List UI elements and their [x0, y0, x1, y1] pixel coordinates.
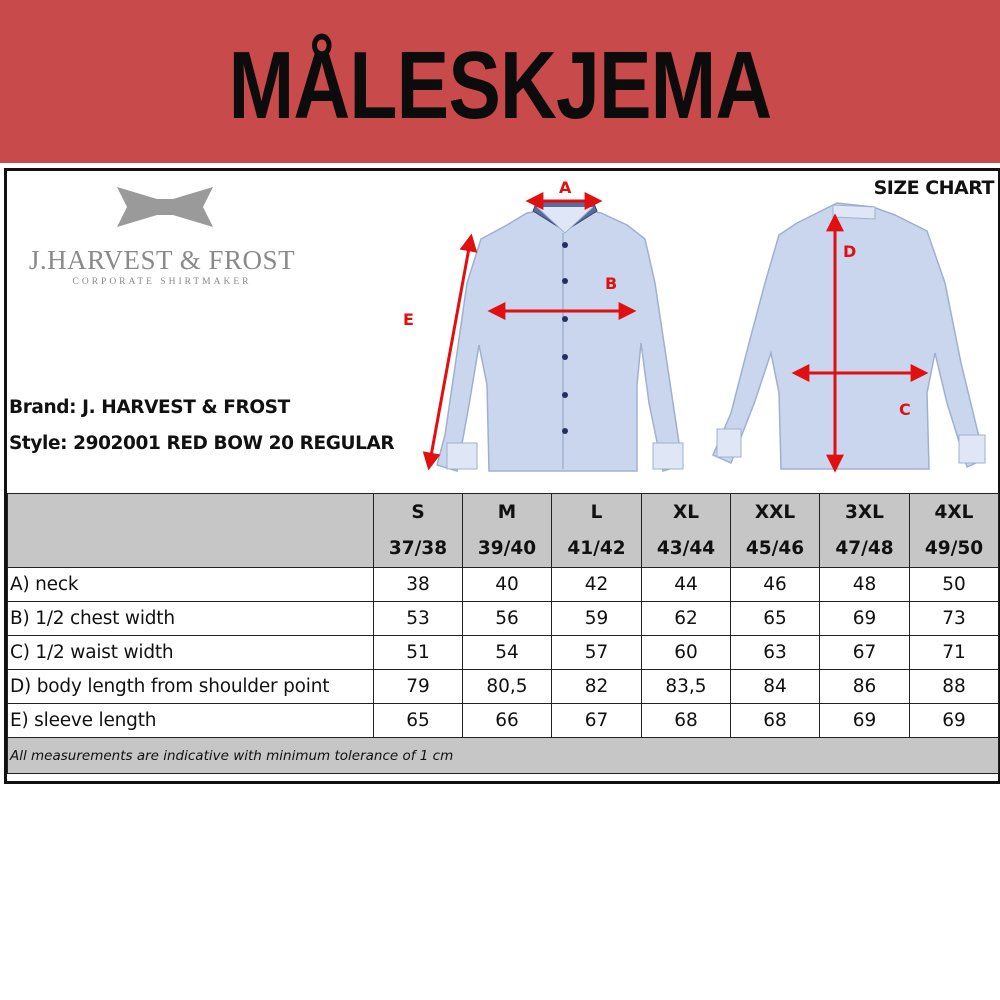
- footnote-row: [8, 738, 999, 774]
- page-title: MÅLESKJEMA: [228, 31, 772, 139]
- size-col-xl: XL 43/44: [642, 494, 731, 568]
- table-cell: 50: [910, 568, 999, 602]
- table-cell: 83,5: [642, 670, 731, 704]
- size-chart-frame: [4, 168, 1000, 784]
- table-row: [8, 636, 999, 670]
- table-cell: 82: [552, 670, 642, 704]
- size-chart-label: SIZE CHART: [873, 177, 994, 199]
- brand-value: J. HARVEST & FROST: [82, 397, 290, 418]
- logo-tagline: CORPORATE SHIRTMAKER: [72, 277, 252, 287]
- table-cell: 60: [642, 636, 731, 670]
- row-label: B) 1/2 chest width: [8, 602, 374, 636]
- table-cell: 69: [910, 704, 999, 738]
- table-cell: 84: [731, 670, 820, 704]
- footnote: All measurements are indicative with minimum tolerance of 1 cm: [8, 738, 999, 774]
- row-label: E) sleeve length: [8, 704, 374, 738]
- table-cell: 86: [820, 670, 910, 704]
- row-label: C) 1/2 waist width: [8, 636, 374, 670]
- style-line: [9, 433, 394, 454]
- logo-name: J.HARVEST & FROST: [28, 245, 296, 275]
- size-header-row: [8, 494, 999, 568]
- table-cell: 67: [552, 704, 642, 738]
- brand-key: Brand:: [9, 397, 77, 418]
- table-cell: 57: [552, 636, 642, 670]
- table-cell: 54: [463, 636, 552, 670]
- brand-line: [9, 397, 290, 418]
- table-cell: 68: [731, 704, 820, 738]
- table-cell: 56: [463, 602, 552, 636]
- table-cell: 67: [820, 636, 910, 670]
- table-row: [8, 602, 999, 636]
- header-area: [7, 171, 998, 493]
- size-col-l: L 41/42: [552, 494, 642, 568]
- label-d: D: [843, 242, 857, 261]
- row-label: D) body length from shoulder point: [8, 670, 374, 704]
- table-cell: 66: [463, 704, 552, 738]
- bow-tie-icon: [117, 185, 213, 229]
- table-cell: 38: [374, 568, 463, 602]
- table-cell: 40: [463, 568, 552, 602]
- table-row: [8, 670, 999, 704]
- table-cell: 46: [731, 568, 820, 602]
- table-cell: 62: [642, 602, 731, 636]
- size-col-3xl: 3XL 47/48: [820, 494, 910, 568]
- table-cell: 68: [642, 704, 731, 738]
- table-cell: 44: [642, 568, 731, 602]
- table-cell: 88: [910, 670, 999, 704]
- size-col-xxl: XXL 45/46: [731, 494, 820, 568]
- size-col-4xl: 4XL 49/50: [910, 494, 999, 568]
- label-b: B: [605, 274, 618, 293]
- table-cell: 71: [910, 636, 999, 670]
- style-value: 2902001 RED BOW 20 REGULAR: [73, 433, 395, 454]
- table-cell: 59: [552, 602, 642, 636]
- label-c: C: [899, 400, 911, 419]
- table-cell: 65: [731, 602, 820, 636]
- table-cell: 80,5: [463, 670, 552, 704]
- table-cell: 42: [552, 568, 642, 602]
- table-cell: 69: [820, 704, 910, 738]
- table-cell: 73: [910, 602, 999, 636]
- table-row: [8, 704, 999, 738]
- table-cell: 65: [374, 704, 463, 738]
- shirt-diagram: [387, 173, 997, 489]
- size-col-m: M 39/40: [463, 494, 552, 568]
- table-row: [8, 568, 999, 602]
- label-a: A: [559, 178, 572, 197]
- row-label: A) neck: [8, 568, 374, 602]
- banner: [0, 0, 1000, 163]
- header-blank-cell: [8, 494, 374, 568]
- size-col-s: S 37/38: [374, 494, 463, 568]
- table-cell: 69: [820, 602, 910, 636]
- brand-logo: [17, 177, 307, 297]
- label-e: E: [403, 310, 414, 329]
- table-cell: 51: [374, 636, 463, 670]
- shirt-front: [437, 201, 683, 471]
- table-cell: 53: [374, 602, 463, 636]
- table-cell: 63: [731, 636, 820, 670]
- style-key: Style:: [9, 433, 68, 454]
- table-cell: 48: [820, 568, 910, 602]
- table-cell: 79: [374, 670, 463, 704]
- size-table: [7, 493, 999, 774]
